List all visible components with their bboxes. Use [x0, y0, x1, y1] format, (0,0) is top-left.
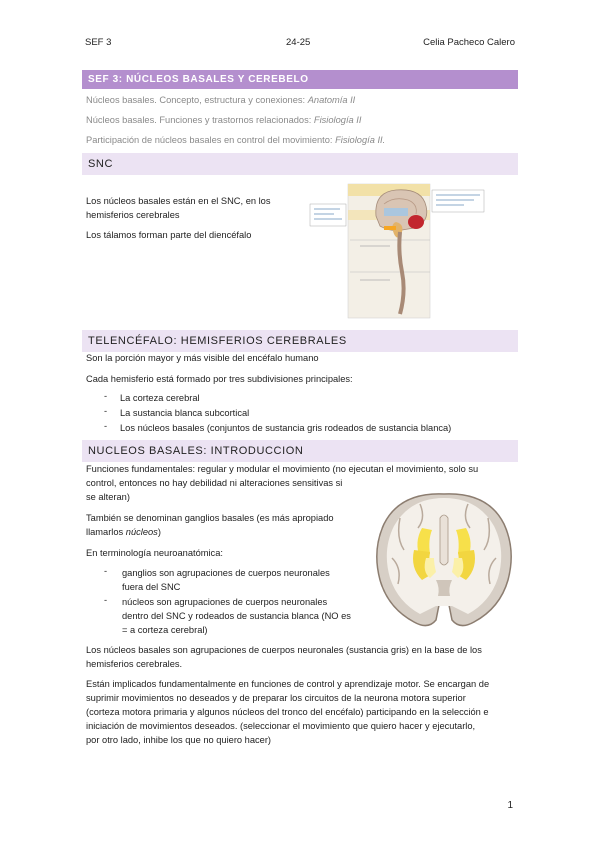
nb-text-l1: Funciones fundamentales: regular y modular el movimiento (no ejecutan el movimiento, solo su	[86, 464, 479, 474]
nb-text-p4c: (corteza motora primaria y algunos núcleos del tronco del encéfalo) participando en la selección e	[86, 707, 489, 717]
telen-list-item-1: La corteza cerebral	[120, 393, 200, 403]
bullet-dash: -	[104, 595, 108, 605]
nb-text-p4b: suprimir movimientos no deseados y de preparar los circuitos de la neurona motora superior	[86, 693, 466, 703]
cns-diagram-figure	[304, 182, 488, 320]
title-bar	[82, 70, 518, 89]
bullet-dash: -	[104, 421, 108, 431]
nb-text-l2: control, entonces no hay debilidad ni alteraciones sensitivas si	[86, 478, 343, 488]
telen-list-item-2: La sustancia blanca subcortical	[120, 408, 250, 418]
ref-3: Participación de núcleos basales en control del movimiento: Fisiología II.	[86, 135, 386, 145]
section-heading-telencefalo: TELENCÉFALO: HEMISFERIOS CEREBRALES	[82, 330, 518, 352]
snc-text-2: Los tálamos forman parte del diencéfalo	[86, 230, 252, 240]
nb-bullet-1a: ganglios son agrupaciones de cuerpos neuronales	[122, 568, 330, 578]
nb-text-p4d: iniciación de movimientos deseados. (seleccionar el movimiento que quiero hacer y ejecutarlo,	[86, 721, 476, 731]
ref-2: Núcleos basales. Funciones y trastornos relacionados: Fisiología II	[86, 115, 362, 125]
snc-text-1b: hemisferios cerebrales	[86, 210, 180, 220]
nb-bullet-1b: fuera del SNC	[122, 582, 181, 592]
nb-bullet-2b: dentro del SNC y rodeados de sustancia blanca (NO es	[122, 611, 351, 621]
nb-text-p4a: Están implicados fundamentalmente en funciones de control y aprendizaje motor. Se encargan de	[86, 679, 490, 689]
coronal-brain-section-figure	[370, 488, 518, 638]
nb-bullet-2a: núcleos son agrupaciones de cuerpos neuronales	[122, 597, 328, 607]
section-heading-nucleos-basales: NUCLEOS BASALES: INTRODUCCION	[82, 440, 518, 462]
bullet-dash: -	[104, 391, 108, 401]
header-left: SEF 3	[85, 37, 112, 48]
header-right: Celia Pacheco Calero	[423, 37, 515, 48]
snc-text-1a: Los núcleos basales están en el SNC, en los	[86, 196, 271, 206]
page-number: 1	[507, 800, 513, 811]
nb-text-l6: En terminología neuroanatómica:	[86, 548, 223, 558]
nb-text-l3: se alteran)	[86, 492, 130, 502]
bullet-dash: -	[104, 406, 108, 416]
page-title: SEF 3: NÚCLEOS BASALES Y CEREBELO	[88, 74, 309, 85]
ref-1: Núcleos basales. Concepto, estructura y conexiones: Anatomía II	[86, 95, 356, 105]
section-heading-snc: SNC	[82, 153, 518, 175]
telen-text-2: Cada hemisferio está formado por tres subdivisiones principales:	[86, 374, 353, 384]
telen-text-1: Son la porción mayor y más visible del encéfalo humano	[86, 353, 319, 363]
telen-list-item-3: Los núcleos basales (conjuntos de sustancia gris rodeados de sustancia blanca)	[120, 423, 452, 433]
nb-text-p3b: hemisferios cerebrales.	[86, 659, 183, 669]
nb-text-l4: También se denominan ganglios basales (es más apropiado	[86, 513, 334, 523]
header-center: 24-25	[286, 37, 311, 48]
nb-text-p4e: por otro lado, inhibe los que no quiero hacer)	[86, 735, 272, 745]
nb-text-l5: llamarlos núcleos)	[86, 527, 161, 537]
bullet-dash: -	[104, 566, 108, 576]
nb-text-p3a: Los núcleos basales son agrupaciones de cuerpos neuronales (sustancia gris) en la base de los	[86, 645, 482, 655]
nb-bullet-2c: = a corteza cerebral)	[122, 625, 208, 635]
